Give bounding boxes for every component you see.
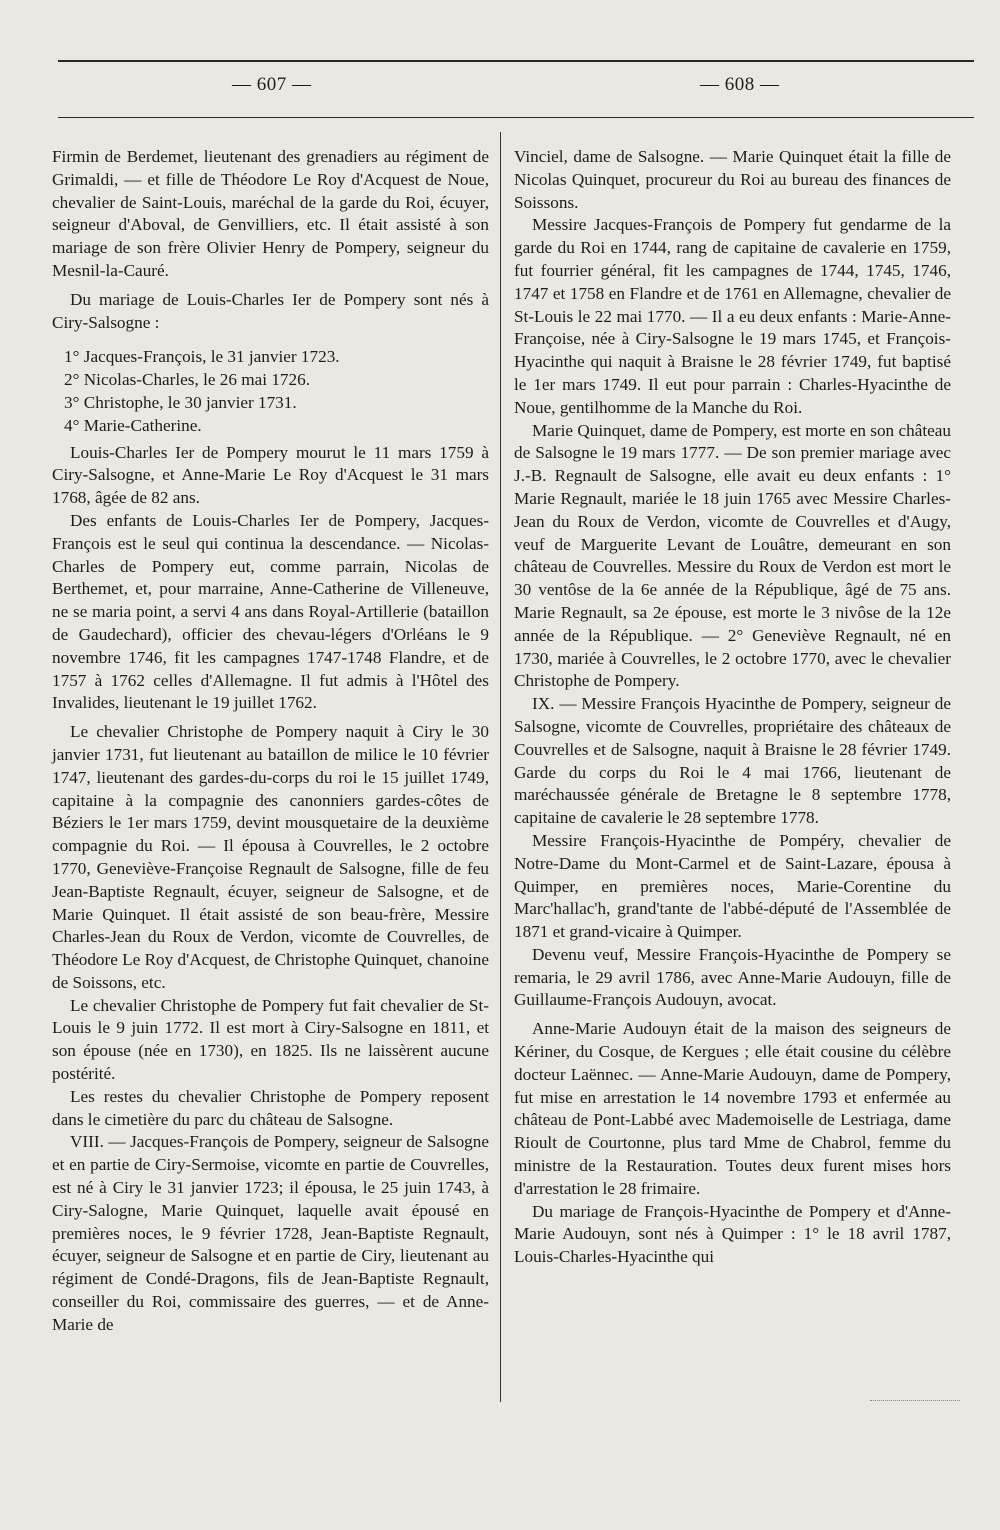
paragraph: 1° Jacques-François, le 31 janvier 1723. xyxy=(64,347,340,367)
paragraph: Le chevalier Christophe de Pompery naquit à Ciry le 30 janvier 1731, fut lieutenant au bataillon de milice le 10 février 1747, lieutenant des gardes-du-corps du roi le 15 juillet 1749, capitaine à la compagnie des canonniers gardes-côtes de Béziers le 1er mars 1759, devint mousquetaire de la deuxième compagnie du Roi. — Il épousa à Couvrelles, le 2 octobre 1770, Geneviève-Françoise Regnault de Salsogne, fille de feu Jean-Baptiste Regnault, écuyer, seigneur de Salsogne, et de Marie Quinquet. Il était assisté de son beau-frère, Messire Charles-Jean du Roux de Verdon, vicomte de Couvrelles, de Théodore Le Roy d'Acquest, de Christophe Quinquet, chanoine de Soissons, etc. xyxy=(52,722,489,992)
paragraph: Les restes du chevalier Christophe de Pompery reposent dans le cimetière du parc du château de Salsogne. xyxy=(52,1086,489,1129)
paragraph: Firmin de Berdemet, lieutenant des grenadiers au régiment de Grimaldi, — et fille de Théodore Le Roy d'Acquest de Noue, chevalier de Saint-Louis, maréchal de la garde du Roi, écuyer, seigneur d'Aboval, de Genvilliers, etc. Il était assisté à son mariage de son frère Olivier Henry de Pompery, seigneur du Mesnil-la-Cauré. xyxy=(52,147,489,280)
paragraph: Des enfants de Louis-Charles Ier de Pompery, Jacques-François est le seul qui continua la descendance. — Nicolas-Charles de Pompery eut, comme parrain, Nicolas de Berthemet, et, pour marraine, Anne-Catherine de Villeneuve, ne se maria point, a servi 4 ans dans Royal-Artillerie (bataillon de Gaudechard), officier des chevau-légers d'Orléans le 9 novembre 1746, fit les campagnes 1747-1748 Flandre, et de 1757 à 1762 celles d'Allemagne. Il fut admis à l'Hôtel des Invalides, lieutenant le 19 juillet 1762. xyxy=(52,510,489,713)
paragraph: 2° Nicolas-Charles, le 26 mai 1726. xyxy=(64,370,311,390)
paragraph: Du mariage de Louis-Charles Ier de Pompery sont nés à Ciry-Salsogne : xyxy=(52,289,489,332)
page-number-left: — 607 — xyxy=(232,74,312,95)
paragraph: Marie Quinquet, dame de Pompery, est morte en son château de Salsogne le 19 mars 1777. — De son premier mariage avec J.-B. Regnault de Salsogne, elle avait eu deux enfants : 1° Marie Regnault, mariée le 18 juin 1765 avec Messire Charles-Jean du Roux de Verdon, vicomte de Couvrelles et d'Augy, veuf de Marguerite Levant de Louâtre, demeurant en son château de Couvrelles. Messire du Roux de Verdon est mort le 30 ventôse de la 6e année de la République, âgé de 75 ans. Marie Regnault, sa 2e épouse, est morte le 3 nivôse de la 12e année de la République. — 2° Geneviève Regnault, né en 1730, mariée à Couvrelles, le 2 octobre 1770, avec le chevalier Christophe de Pompery. xyxy=(514,420,951,691)
paragraph: Messire François-Hyacinthe de Pompéry, chevalier de Notre-Dame du Mont-Carmel et de Saint-Lazare, épousa à Quimper, en premières noces, Marie-Corentine du Marc'hallac'h, grand'tante de l'abbé-député de l'Assemblée de 1871 et grand-vicaire à Quimper. xyxy=(514,830,951,942)
header-rule xyxy=(58,117,974,118)
paragraph: VIII. — Jacques-François de Pompery, seigneur de Salsogne et en partie de Ciry-Sermoise, vicomte en partie de Couvrelles, est né à Ciry le 31 janvier 1723; il épousa, le 25 juin 1743, à Ciry-Salogne, Marie Quinquet, laquelle avait épousé en premières noces, le 9 février 1728, Jean-Baptiste Regnault, écuyer, seigneur de Salsogne et en partie de Ciry, lieutenant au régiment de Condé-Dragons, fils de Jean-Baptiste Regnault, conseiller du Roi, commissaire des guerres, — et de Anne-Marie de xyxy=(52,1132,489,1334)
paragraph: 3° Christophe, le 30 janvier 1731. xyxy=(64,392,297,412)
paragraph: Louis-Charles Ier de Pompery mourut le 11 mars 1759 à Ciry-Salsogne, et Anne-Marie Le Roy d'Acquest le 31 mars 1768, âgée de 82 ans. xyxy=(52,442,489,508)
right-column xyxy=(514,146,951,1269)
top-rule xyxy=(58,60,974,62)
paragraph: Anne-Marie Audouyn était de la maison des seigneurs de Kériner, du Cosque, de Kergues ; elle était cousine du célèbre docteur Laënnec. — Anne-Marie Audouyn, dame de Pompery, fut mise en arrestation le 14 novembre 1793 et enfermée au château de Pont-Labbé avec Mademoiselle de Lestriaga, dame Rioult de Courtonne, plus tard Mme de Chabrol, femme du ministre de la Restauration. Toutes deux furent mises hors d'arrestation le 28 frimaire. xyxy=(514,1019,951,1198)
left-column xyxy=(52,146,489,1337)
paragraph: Messire Jacques-François de Pompery fut gendarme de la garde du Roi en 1744, rang de capitaine de cavalerie en 1759, fut fourrier général, fit les campagnes de 1744, 1745, 1746, 1747 et 1758 en Flandre et de 1761 en Allemagne, chevalier de St-Louis le 22 mai 1770. — Il a eu deux enfants : Marie-Anne-Françoise, née à Ciry-Salsogne le 19 mars 1745, et François-Hyacinthe qui naquit à Braisne le 28 février 1749, fut baptisé le 1er mars 1749. Il eut pour parrain : Charles-Hyacinthe de Noue, gentilhomme de la Manche du Roi. xyxy=(514,215,951,417)
column-divider xyxy=(500,132,501,1402)
paragraph: Du mariage de François-Hyacinthe de Pompery et d'Anne-Marie Audouyn, sont nés à Quimper : 1° le 18 avril 1787, Louis-Charles-Hyacinthe qui xyxy=(514,1201,951,1267)
paragraph: Devenu veuf, Messire François-Hyacinthe de Pompery se remaria, le 29 avril 1786, avec Anne-Marie Audouyn, fille de Guillaume-François Audouyn, avocat. xyxy=(514,944,951,1010)
paragraph: 4° Marie-Catherine. xyxy=(64,415,202,435)
paragraph: IX. — Messire François Hyacinthe de Pompery, seigneur de Salsogne, vicomte de Couvrelles, propriétaire des châteaux de Couvrelles et de Salsogne, naquit à Braisne le 28 février 1749. Garde du corps du Roi le 4 mai 1766, lieutenant de maréchaussée générale de Bretagne le 8 septembre 1778, capitaine de cavalerie le 28 septembre 1778. xyxy=(514,694,951,828)
bottom-dotted-line xyxy=(870,1400,960,1402)
paragraph: Vinciel, dame de Salsogne. — Marie Quinquet était la fille de Nicolas Quinquet, procureur du Roi au bureau des finances de Soissons. xyxy=(514,147,951,212)
page-number-right: — 608 — xyxy=(700,74,780,95)
paragraph: Le chevalier Christophe de Pompery fut fait chevalier de St-Louis le 9 juin 1772. Il est mort à Ciry-Salsogne en 1811, et son épouse (née en 1730), en 1825. Ils ne laissèrent aucune postérité. xyxy=(52,995,489,1084)
